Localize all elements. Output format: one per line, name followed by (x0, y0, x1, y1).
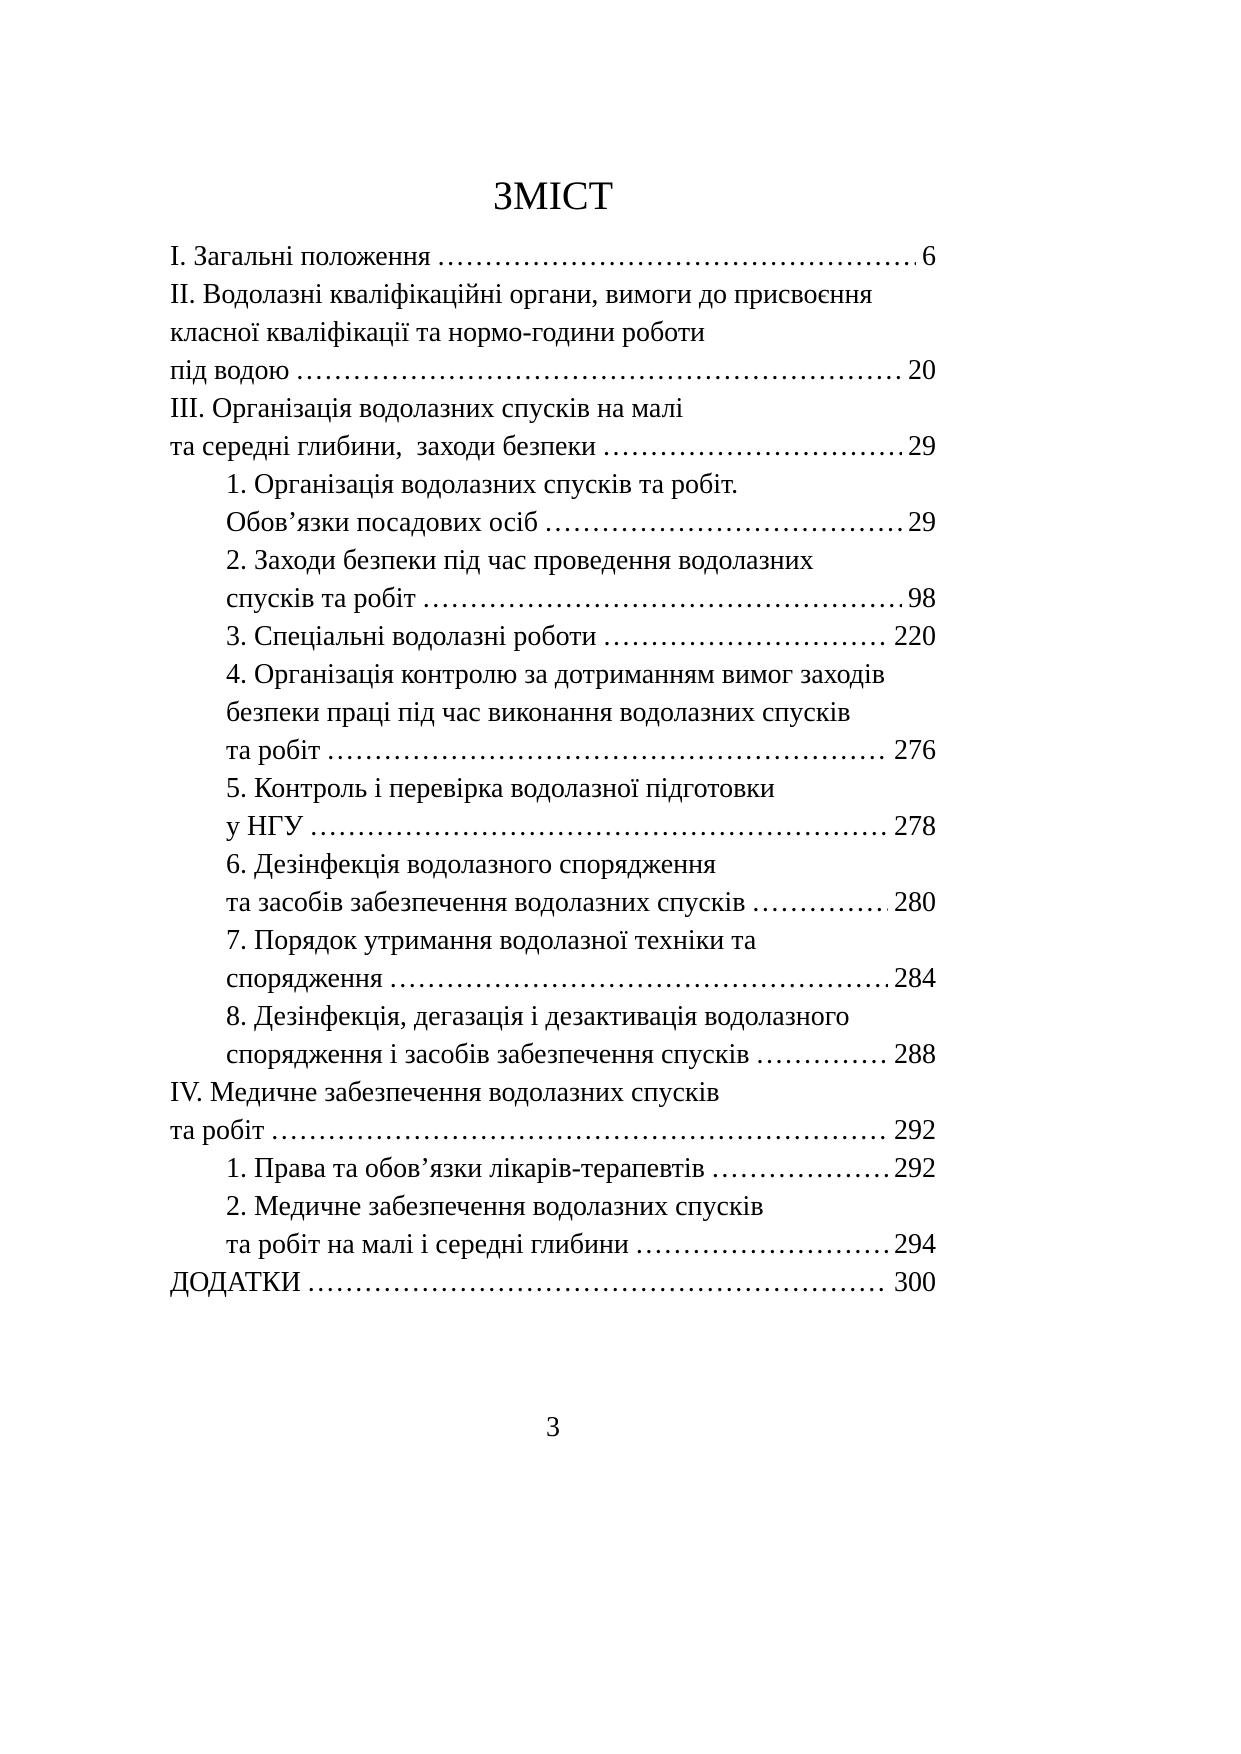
toc-entry-page-number: 280 (894, 887, 936, 918)
toc-entry-page-number: 29 (908, 431, 936, 462)
toc-entry-text: 6. Дезінфекція водолазного спорядження (226, 849, 716, 880)
toc-entry-text: класної кваліфікації та нормо-години роботи (170, 317, 706, 348)
toc-entry-page-number: 98 (908, 583, 936, 614)
toc-entry (170, 770, 936, 846)
toc-entry-page-number: 6 (922, 241, 936, 272)
toc-entry-last-line (226, 1226, 936, 1264)
toc-entry (170, 1188, 936, 1264)
toc-entry-text: та робіт на малі і середні глибини (226, 1229, 629, 1260)
toc-entry-text: та робіт (226, 735, 321, 766)
toc-entry-last-line (226, 732, 936, 770)
toc-entry-line (226, 1188, 936, 1226)
dotted-leader (390, 960, 888, 998)
toc-entry-text: 8. Дезінфекція, дегазація і дезактивація водолазного (226, 1001, 850, 1032)
toc-entry-line (226, 846, 936, 884)
toc-entry-text: Обов’язки посадових осіб (226, 507, 539, 538)
toc-entry-line (170, 276, 936, 314)
toc-entry (170, 1074, 936, 1150)
toc-entry (170, 998, 936, 1074)
toc-entry-last-line (226, 1150, 936, 1188)
toc-entry-text: 3. Спеціальні водолазні роботи (226, 621, 597, 652)
toc-entry-last-line (170, 1264, 936, 1302)
toc-entry-last-line (170, 238, 936, 276)
toc-entry-line (226, 542, 936, 580)
toc-entry-last-line (170, 1112, 936, 1150)
dotted-leader (545, 504, 902, 542)
toc-entry-text: 1. Права та обов’язки лікарів-терапевтів (226, 1153, 705, 1184)
toc-entry-page-number: 300 (894, 1267, 936, 1298)
toc-entry-line (170, 1074, 936, 1112)
toc-entry-page-number: 292 (894, 1153, 936, 1184)
toc-entry-last-line (226, 618, 936, 656)
toc-entry-line (226, 694, 936, 732)
toc-entry-text: 7. Порядок утримання водолазної техніки та (226, 925, 757, 956)
toc-entry-text: спорядження (226, 963, 383, 994)
toc-content (170, 172, 936, 1302)
toc-entry-last-line (226, 580, 936, 618)
toc-entry-line (226, 922, 936, 960)
toc-entry-last-line (226, 884, 936, 922)
dotted-leader (296, 352, 902, 390)
toc-entry-last-line (226, 1036, 936, 1074)
toc-entry (170, 1264, 936, 1302)
toc-entry-text: та середні глибини, заходи безпеки (170, 431, 597, 462)
dotted-leader (438, 238, 916, 276)
toc-entry-text: та засобів забезпечення водолазних спусків (226, 887, 746, 918)
toc-entry (170, 390, 936, 466)
toc-entry-text: IV. Медичне забезпечення водолазних спусків (170, 1077, 720, 1108)
toc-entry-text: спорядження і засобів забезпечення спусків (226, 1039, 750, 1070)
toc-entry-text: І. Загальні положення (170, 241, 431, 272)
dotted-leader (271, 1112, 888, 1150)
toc-entry-last-line (226, 808, 936, 846)
toc-entry-text: 2. Медичне забезпечення водолазних спусків (226, 1191, 764, 1222)
toc-entry-text: безпеки праці під час виконання водолазних спусків (226, 697, 851, 728)
toc-entry-line (226, 466, 936, 504)
toc-entry-line (226, 656, 936, 694)
toc-entry-line (170, 390, 936, 428)
toc-entry-text: ІІ. Водолазні кваліфікаційні органи, вимоги до присвоєння (170, 279, 873, 310)
toc-entry-text: 4. Організація контролю за дотриманням вимог заходів (226, 659, 886, 690)
toc-entry-text: та робіт (170, 1115, 265, 1146)
toc-entry-page-number: 20 (908, 355, 936, 386)
dotted-leader (636, 1226, 888, 1264)
toc-entry-page-number: 29 (908, 507, 936, 538)
dotted-leader (756, 1036, 888, 1074)
toc-entry-last-line (170, 428, 936, 466)
dotted-leader (712, 1150, 888, 1188)
dotted-leader (603, 618, 888, 656)
toc-entry-page-number: 284 (894, 963, 936, 994)
toc-entry-text: ІІІ. Організація водолазних спусків на малі (170, 393, 684, 424)
toc-entry (170, 542, 936, 618)
toc-entry-text: 2. Заходи безпеки під час проведення водолазних (226, 545, 814, 576)
toc-entry (170, 656, 936, 770)
page-title: ЗМІСТ (492, 173, 614, 218)
toc-entry-text: під водою (170, 355, 290, 386)
dotted-leader (752, 884, 888, 922)
toc-entry-line (226, 770, 936, 808)
toc-entry-text: 1. Організація водолазних спусків та робіт. (226, 469, 739, 500)
toc-entry-last-line (226, 960, 936, 998)
toc-list (170, 238, 936, 1302)
toc-entry-line (226, 998, 936, 1036)
toc-entry (170, 922, 936, 998)
toc-entry-text: спусків та робіт (226, 583, 416, 614)
toc-entry-text: у НГУ (226, 811, 304, 842)
toc-entry (170, 846, 936, 922)
dotted-leader (423, 580, 902, 618)
toc-entry (170, 276, 936, 390)
toc-entry-line (170, 314, 936, 352)
toc-entry-page-number: 278 (894, 811, 936, 842)
dotted-leader (310, 808, 888, 846)
toc-entry-page-number: 292 (894, 1115, 936, 1146)
toc-entry-page-number: 288 (894, 1039, 936, 1070)
toc-entry-page-number: 294 (894, 1229, 936, 1260)
toc-entry (170, 238, 936, 276)
toc-entry-last-line (226, 504, 936, 542)
toc-entry-text: 5. Контроль і перевірка водолазної підготовки (226, 773, 775, 804)
toc-entry-page-number: 220 (894, 621, 936, 652)
toc-entry-text: ДОДАТКИ (170, 1267, 301, 1298)
toc-entry-last-line (170, 352, 936, 390)
dotted-leader (308, 1264, 888, 1302)
toc-entry-page-number: 276 (894, 735, 936, 766)
toc-entry (170, 1150, 936, 1188)
page-number-footer: 3 (546, 1412, 560, 1443)
dotted-leader (327, 732, 888, 770)
dotted-leader (603, 428, 902, 466)
toc-entry (170, 466, 936, 542)
toc-entry (170, 618, 936, 656)
